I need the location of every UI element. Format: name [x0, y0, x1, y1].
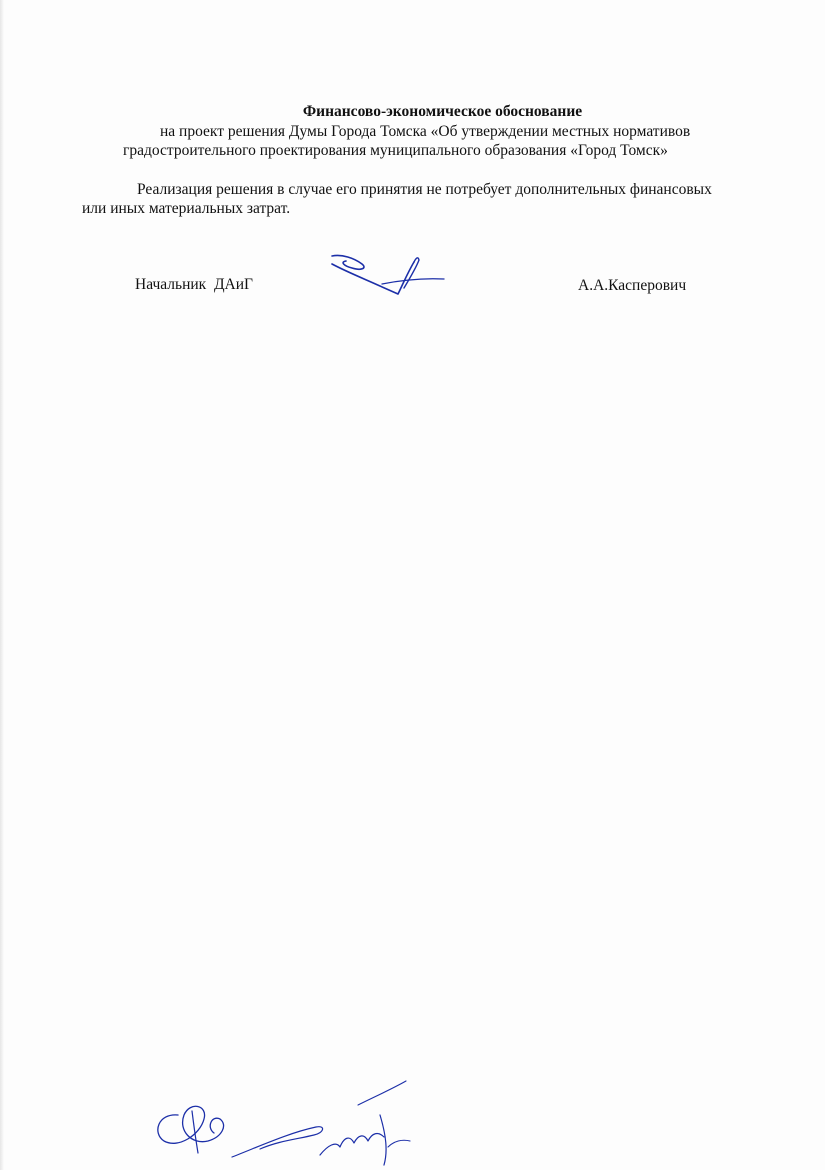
signatory-position: Начальник ДАиГ [135, 276, 253, 293]
document-subtitle-line-1: на проект решения Думы Города Томска «Об утверждении местных нормативов [160, 123, 691, 140]
scan-edge [0, 0, 4, 1170]
signatory-name: А.А.Касперович [578, 277, 687, 294]
approval-initials [148, 1075, 418, 1170]
body-text-line-1: Реализация решения в случае его принятия не потребует дополнительных финансовых [137, 181, 712, 198]
body-text-line-2: или иных материальных затрат. [82, 200, 291, 217]
document-subtitle-line-2: градостроительного проектирования муниципального образования «Город Томск» [123, 142, 668, 159]
handwritten-signature [312, 244, 452, 304]
document-title: Финансово-экономическое обоснование [302, 103, 583, 120]
